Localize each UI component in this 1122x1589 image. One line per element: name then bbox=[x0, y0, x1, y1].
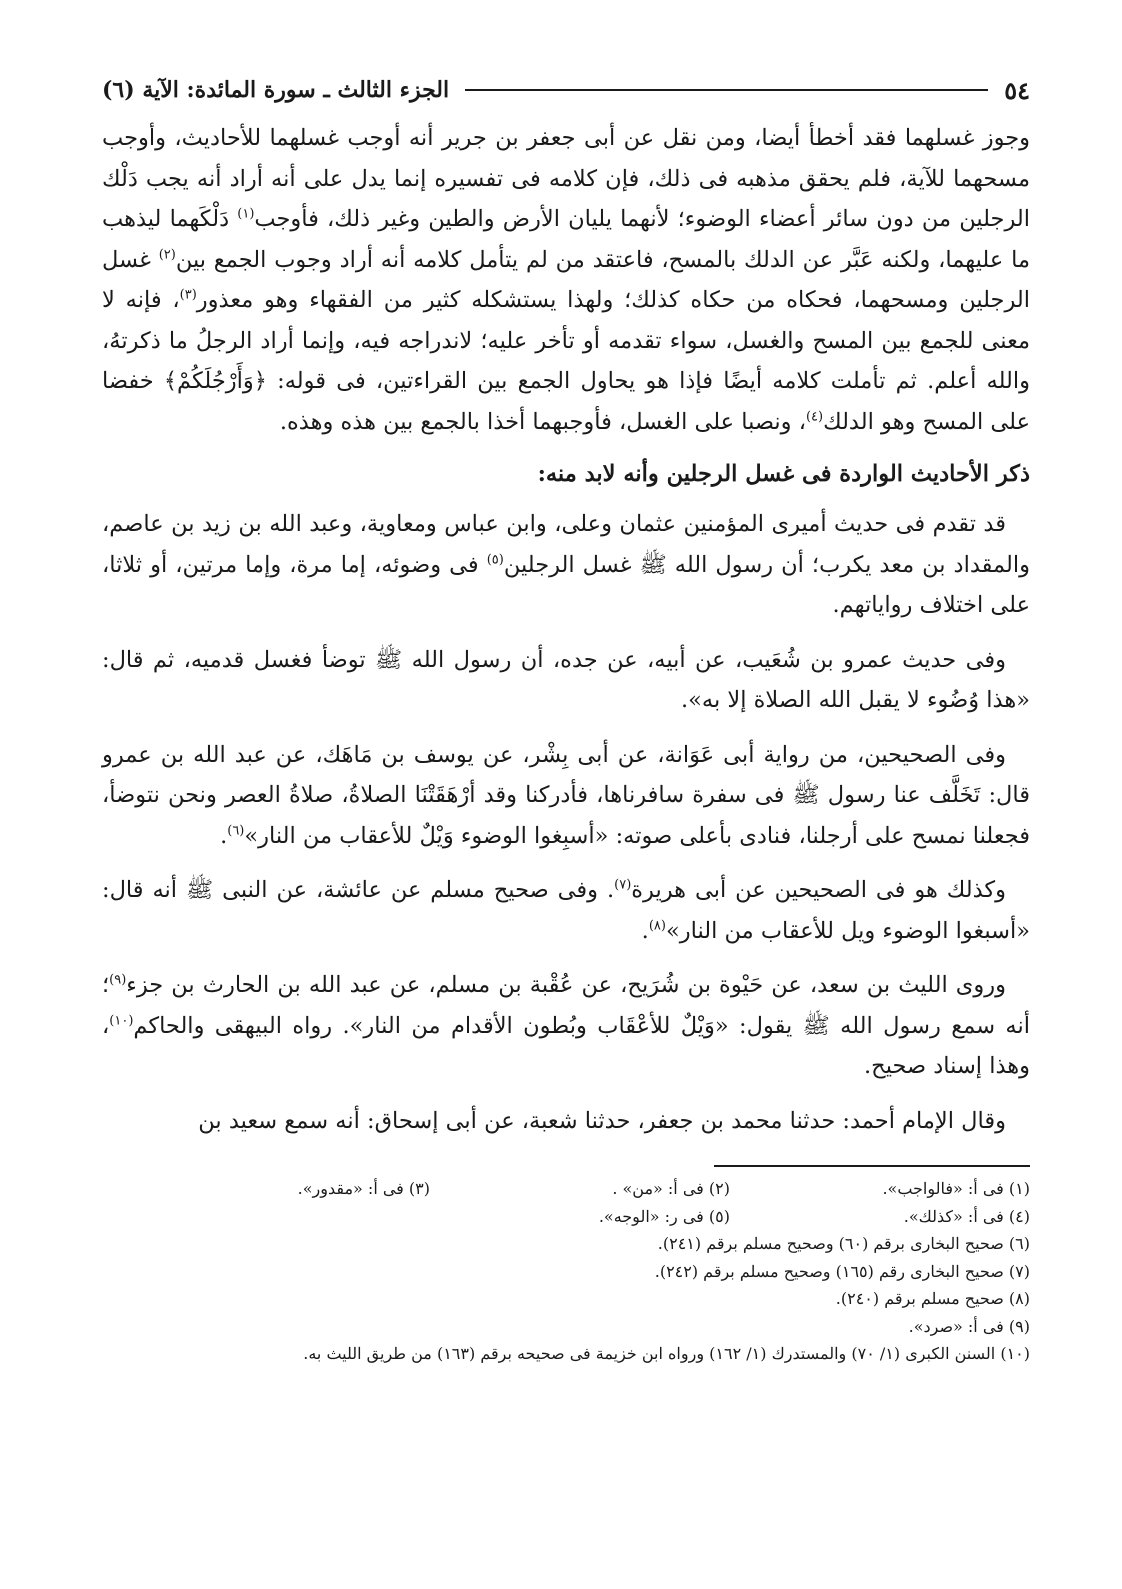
text-run: ، وهذا إسناد صحيح. bbox=[102, 1012, 1030, 1079]
section-heading: ذكر الأحاديث الواردة فى غسل الرجلين وأنه لابد منه: bbox=[537, 461, 1030, 487]
paragraph bbox=[102, 504, 1030, 626]
text-run: وجوز غسلهما فقد أخطأ أيضا، ومن نقل عن أبى جعفر بن جرير أنه أوجب غسلهما للأحاديث، وأوجب مسحهما للآية، فلم يحقق مذهبه فى ذلك، فإن كلامه فى تفسيره إنما يدل على أنه أراد أنه يجب دَلْك الرجلين من دون سائر أعضاء الوضوء؛ لأنهما يليان الأرض والطين وغير ذلك، فأوجب bbox=[102, 125, 1030, 232]
footnote-1: (١) فى أ: «فالواجب». bbox=[882, 1179, 1030, 1198]
footnote-ref: (١٠) bbox=[109, 1013, 134, 1028]
text-run: وفى الصحيحين، من رواية أبى عَوَانة، عن أبى بِشْر، عن يوسف بن مَاهَك، عن عبد الله بن عمرو قال: تَخَلَّف عنا رسول ﷺ فى سفرة سافرناها، فأدركنا وقد أرْهَقَتْنَا الصلاةُ، صلاةُ العصر ونحن نتوضأ، فجعلنا نمسح على أرجلنا، فنادى بأعلى صوته: «أسبِغوا الوضوء وَيْلٌ للأعقاب من النار» bbox=[102, 741, 1030, 849]
footnote-ref: (٣) bbox=[179, 287, 197, 303]
paragraph bbox=[102, 965, 1030, 1087]
paragraph-continued bbox=[102, 118, 1030, 442]
text-run: وروى الليث بن سعد، عن حَيْوة بن شُرَيح، عن عُقْبة بن مسلم، عن عبد الله بن الحارث بن جزء bbox=[126, 972, 1006, 998]
footnote-ref: (١) bbox=[237, 206, 255, 222]
text-run: ، فإنه لا معنى للجمع بين المسح والغسل، سواء تقدمه أو تأخر عليه؛ لاندراجه فيه، وإنما أراد الرجلُ ما ذكرتهُ، والله أعلم. ثم تأملت كلامه أيضًا فإذا هو يحاول الجمع بين القراءتين، فى قوله: ﴿وَأَرْجُلَكُمْ﴾ خفضا على المسح وهو الدلك bbox=[102, 287, 1030, 435]
footnote-ref: (٤) bbox=[805, 409, 824, 424]
footnote-5: (٥) فى ر: «الوجه». bbox=[598, 1206, 730, 1226]
footnote-ref: (٩) bbox=[109, 972, 127, 988]
text-run: . وفى صحيح مسلم عن عائشة، عن النبى ﷺ أنه قال: «أسبغوا الوضوء ويل للأعقاب من النار» bbox=[102, 877, 1030, 944]
text-run: دَلْكَهما ليذهب ما عليهما، ولكنه عَبَّر عن الدلك بالمسح، فاعتقد من لم يتأمل كلامه أنه أراد وجوب الجمع بين bbox=[102, 206, 1031, 273]
text-run: وكذلك هو فى الصحيحين عن أبى هريرة bbox=[631, 877, 1006, 903]
footnote-ref: (٨) bbox=[648, 918, 666, 933]
paragraph bbox=[102, 870, 1030, 951]
text-run: ، ونصبا على الغسل، فأوجبهما أخذا بالجمع بين هذه وهذه. bbox=[279, 408, 806, 435]
footnote-row bbox=[102, 1203, 1030, 1231]
footnote-separator bbox=[714, 1165, 1030, 1167]
text-run: ؛ أنه سمع رسول الله ﷺ يقول: «وَيْلٌ للأعْقَاب وبُطون الأقدام من النار». رواه البيهقى والحاكم bbox=[102, 972, 1030, 1039]
paragraph bbox=[102, 735, 1030, 857]
text-run: . bbox=[220, 822, 228, 849]
footnote-3: (٣) فى أ: «مقدور». bbox=[297, 1179, 430, 1198]
main-text bbox=[102, 118, 1030, 1141]
page-number: ٥٤ bbox=[1004, 75, 1030, 105]
text-run: قد تقدم فى حديث أميرى المؤمنين عثمان وعلى، وابن عباس ومعاوية، وعبد الله بن زيد بن عاصم، والمقداد بن معد يكرب؛ أن رسول الله ﷺ غسل الرجلين bbox=[102, 511, 1031, 578]
footnote-ref: (٧) bbox=[614, 877, 632, 893]
footnote-ref: (٥) bbox=[486, 552, 504, 567]
footnote-row bbox=[102, 1175, 1030, 1203]
footnote-8: (٨) صحيح مسلم برقم (٢٤٠). bbox=[835, 1289, 1030, 1308]
running-title: الجزء الثالث ـ سورة المائدة: الآية (٦) bbox=[102, 77, 450, 103]
footnote-2: (٢) فى أ: «من» . bbox=[612, 1179, 730, 1198]
header-rule bbox=[465, 89, 988, 91]
paragraph bbox=[102, 1101, 1030, 1142]
text-run: فى وضوئه، إما مرة، وإما مرتين، أو ثلاثا، على اختلاف رواياتهم. bbox=[102, 551, 1030, 618]
footnote-9: (٩) فى أ: «صرد». bbox=[908, 1316, 1030, 1336]
footnote-ref: (٦) bbox=[227, 823, 245, 838]
footnote-7: (٧) صحيح البخارى رقم (١٦٥) وصحيح مسلم برقم (٢٤٢). bbox=[654, 1261, 1030, 1281]
text-run: غسل الرجلين ومسحهما، فحكاه من حكاه كذلك؛ ولهذا يستشكله كثير من الفقهاء وهو معذور bbox=[102, 246, 1030, 313]
footnote-6: (٦) صحيح البخارى برقم (٦٠) وصحيح مسلم برقم (٢٤١). bbox=[657, 1234, 1030, 1253]
text-run: وقال الإمام أحمد: حدثنا محمد بن جعفر، حدثنا شعبة، عن أبى إسحاق: أنه سمع سعيد بن bbox=[198, 1107, 1006, 1134]
text-run: وفى حديث عمرو بن شُعَيب، عن أبيه، عن جده، أن رسول الله ﷺ توضأ فغسل قدميه، ثم قال: «هذا وُضُوء لا يقبل الله الصلاة إلا به». bbox=[102, 646, 1030, 713]
footnotes bbox=[102, 1175, 1030, 1368]
text-run: . bbox=[641, 917, 649, 944]
footnote-ref: (٢) bbox=[158, 247, 176, 262]
footnote-4: (٤) فى أ: «كذلك». bbox=[903, 1206, 1030, 1226]
paragraph bbox=[102, 640, 1030, 721]
footnote-10: (١٠) السنن الكبرى (١/ ٧٠) والمستدرك (١/ ١٦٢) ورواه ابن خزيمة فى صحيحه برقم (١٦٣) من طريق الليث به. bbox=[303, 1344, 1030, 1363]
running-header bbox=[102, 70, 1030, 110]
